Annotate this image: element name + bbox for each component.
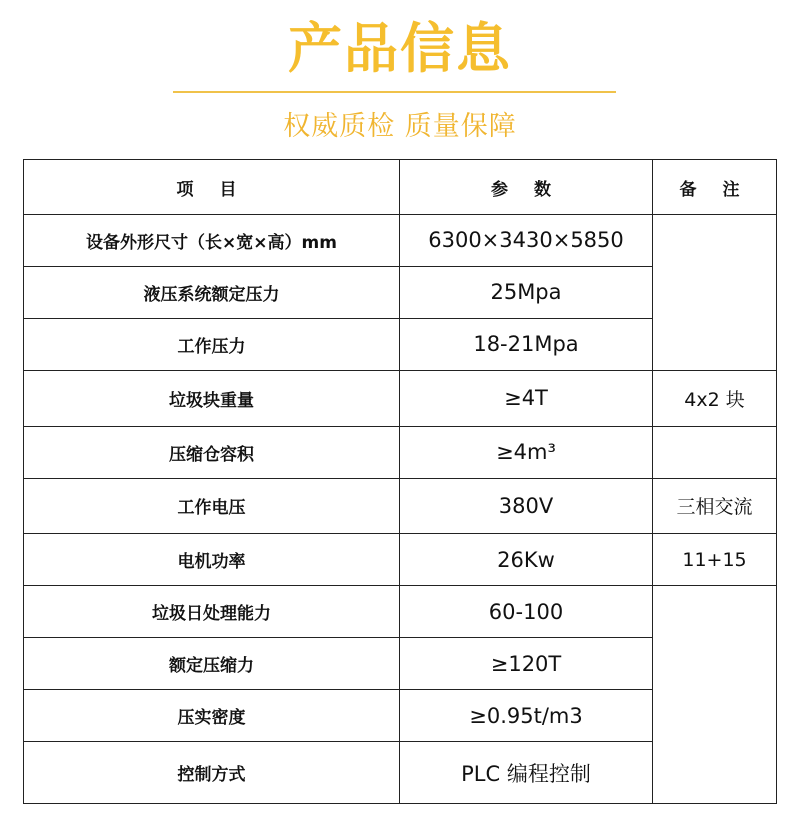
row-item: 控制方式	[24, 742, 400, 804]
row-param: PLC 编程控制	[400, 742, 653, 804]
table-row	[24, 534, 777, 586]
row-item: 液压系统额定压力	[24, 266, 400, 318]
table-row	[24, 370, 777, 426]
table-row	[24, 215, 777, 267]
row-note: 4x2 块	[653, 370, 777, 426]
row-note-empty	[653, 215, 777, 371]
row-param: ≥0.95t/m3	[400, 690, 653, 742]
row-note: 三相交流	[653, 478, 777, 534]
row-item: 额定压缩力	[24, 638, 400, 690]
row-item: 压缩仓容积	[24, 426, 400, 478]
row-param: ≥4T	[400, 370, 653, 426]
row-param: 26Kw	[400, 534, 653, 586]
row-item: 垃圾块重量	[24, 370, 400, 426]
row-param: ≥120T	[400, 638, 653, 690]
row-item: 电机功率	[24, 534, 400, 586]
row-note: 11+15	[653, 534, 777, 586]
page-subtitle: 权威质检 质量保障	[283, 111, 517, 142]
row-item: 压实密度	[24, 690, 400, 742]
column-header-item: 项 目	[24, 160, 400, 215]
row-note-empty	[653, 586, 777, 804]
title-divider	[173, 91, 616, 93]
row-param: 25Mpa	[400, 266, 653, 318]
table-row	[24, 426, 777, 478]
row-param: ≥4m³	[400, 426, 653, 478]
row-param: 18-21Mpa	[400, 318, 653, 370]
row-note	[653, 426, 777, 478]
row-item: 工作压力	[24, 318, 400, 370]
spec-table	[23, 159, 777, 804]
table-row	[24, 478, 777, 534]
row-param: 6300×3430×5850	[400, 215, 653, 267]
row-item: 工作电压	[24, 478, 400, 534]
row-param: 380V	[400, 478, 653, 534]
page-title: 产品信息	[288, 17, 512, 80]
column-header-note: 备 注	[653, 160, 777, 215]
table-header-row	[24, 160, 777, 215]
row-param: 60-100	[400, 586, 653, 638]
column-header-param: 参 数	[400, 160, 653, 215]
table-row	[24, 586, 777, 638]
row-item: 垃圾日处理能力	[24, 586, 400, 638]
row-item: 设备外形尺寸（长×宽×高）mm	[24, 215, 400, 267]
